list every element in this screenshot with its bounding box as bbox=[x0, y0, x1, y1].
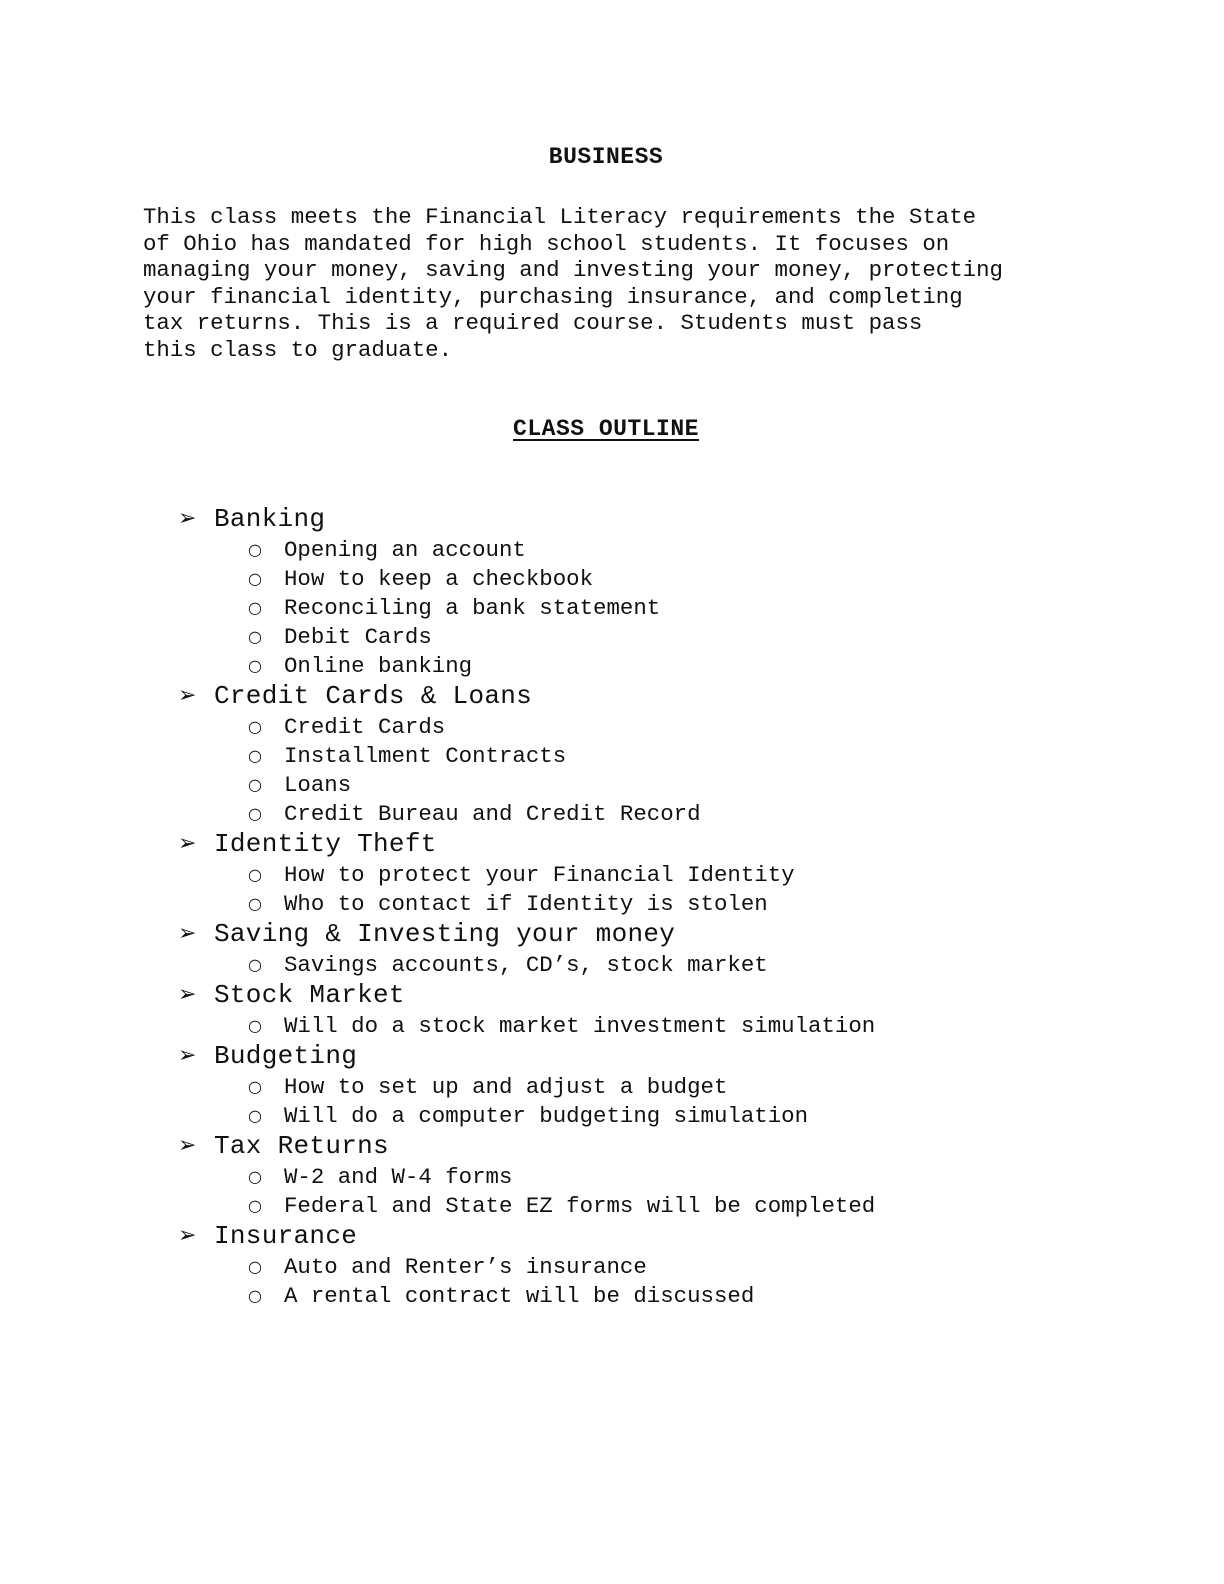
circle-bullet-icon: ○ bbox=[248, 954, 262, 974]
outline-subtopic-label: Debit Cards bbox=[284, 623, 432, 650]
circle-bullet-icon: ○ bbox=[248, 716, 262, 736]
circle-bullet-icon: ○ bbox=[248, 864, 262, 884]
outline-subtopic-list bbox=[178, 535, 875, 680]
outline-subtopic bbox=[248, 651, 875, 680]
outline-topic-label: Identity Theft bbox=[214, 829, 437, 859]
outline-subtopic-list bbox=[178, 1011, 875, 1040]
outline-subtopic bbox=[248, 1011, 875, 1040]
outline-topic-label: Insurance bbox=[214, 1221, 358, 1251]
intro-line: of Ohio has mandated for high school students. It focuses on bbox=[143, 230, 950, 257]
outline-subtopic-label: Will do a stock market investment simulation bbox=[284, 1012, 876, 1039]
outline-title: CLASS OUTLINE bbox=[513, 416, 699, 442]
outline-topic bbox=[178, 503, 875, 680]
intro-line: managing your money, saving and investing your money, protecting bbox=[143, 257, 1003, 283]
outline-subtopic-list bbox=[178, 712, 875, 828]
outline-subtopic bbox=[248, 1162, 875, 1191]
outline-topic bbox=[178, 979, 875, 1040]
outline-topic-label: Banking bbox=[214, 504, 326, 534]
outline-subtopic bbox=[248, 1072, 875, 1101]
circle-bullet-icon: ○ bbox=[248, 803, 262, 823]
outline-topic bbox=[178, 918, 875, 979]
outline-subtopic-label: How to keep a checkbook bbox=[284, 565, 594, 592]
arrow-bullet-icon: ➢ bbox=[178, 1133, 197, 1158]
outline-subtopic-list bbox=[178, 1252, 875, 1310]
outline-subtopic-label: Who to contact if Identity is stolen bbox=[284, 890, 768, 917]
outline-subtopic bbox=[248, 1101, 875, 1130]
intro-line: This class meets the Financial Literacy requirements the State bbox=[143, 204, 977, 230]
arrow-bullet-icon: ➢ bbox=[178, 982, 197, 1007]
circle-bullet-icon: ○ bbox=[248, 1256, 262, 1276]
outline-subtopic-label: Will do a computer budgeting simulation bbox=[284, 1102, 809, 1129]
outline-subtopic-label: Installment Contracts bbox=[284, 742, 567, 769]
outline-subtopic bbox=[248, 622, 875, 651]
outline-subtopic bbox=[248, 1191, 875, 1220]
outline-subtopic-label: Auto and Renter’s insurance bbox=[284, 1253, 647, 1280]
outline-subtopic bbox=[248, 1252, 875, 1281]
outline-topic-label: Credit Cards & Loans bbox=[214, 681, 533, 711]
outline-subtopic bbox=[248, 593, 875, 622]
class-outline-list bbox=[178, 503, 875, 1310]
outline-subtopic bbox=[248, 712, 875, 741]
circle-bullet-icon: ○ bbox=[248, 597, 262, 617]
outline-subtopic bbox=[248, 799, 875, 828]
outline-subtopic-label: Credit Cards bbox=[284, 713, 446, 740]
outline-topic bbox=[178, 1130, 875, 1220]
outline-subtopic-label: Credit Bureau and Credit Record bbox=[284, 800, 701, 827]
arrow-bullet-icon: ➢ bbox=[178, 1043, 197, 1068]
outline-subtopic-list bbox=[178, 860, 875, 918]
outline-subtopic bbox=[248, 741, 875, 770]
intro-line: tax returns. This is a required course. Students must pass bbox=[143, 310, 923, 336]
outline-subtopic bbox=[248, 889, 875, 918]
intro-line: your financial identity, purchasing insurance, and completing bbox=[143, 283, 963, 310]
circle-bullet-icon: ○ bbox=[248, 655, 262, 675]
outline-subtopic-label: A rental contract will be discussed bbox=[284, 1282, 755, 1309]
outline-topic-label: Stock Market bbox=[214, 980, 405, 1010]
outline-subtopic bbox=[248, 770, 875, 799]
circle-bullet-icon: ○ bbox=[248, 1195, 262, 1215]
outline-topic bbox=[178, 828, 875, 918]
circle-bullet-icon: ○ bbox=[248, 1076, 262, 1096]
page-title: BUSINESS bbox=[548, 144, 664, 170]
outline-subtopic-label: Online banking bbox=[284, 652, 473, 679]
arrow-bullet-icon: ➢ bbox=[178, 506, 197, 531]
outline-subtopic-label: Loans bbox=[284, 771, 352, 798]
circle-bullet-icon: ○ bbox=[248, 539, 262, 559]
circle-bullet-icon: ○ bbox=[248, 1015, 262, 1035]
circle-bullet-icon: ○ bbox=[248, 1105, 262, 1125]
outline-subtopic-label: Opening an account bbox=[284, 536, 526, 563]
outline-topic bbox=[178, 680, 875, 828]
outline-subtopic bbox=[248, 535, 875, 564]
arrow-bullet-icon: ➢ bbox=[178, 831, 197, 856]
intro-paragraph bbox=[143, 204, 1093, 363]
circle-bullet-icon: ○ bbox=[248, 568, 262, 588]
circle-bullet-icon: ○ bbox=[248, 774, 262, 794]
arrow-bullet-icon: ➢ bbox=[178, 1223, 197, 1248]
outline-subtopic-label: Reconciling a bank statement bbox=[284, 594, 661, 621]
outline-subtopic-label: Federal and State EZ forms will be completed bbox=[284, 1192, 876, 1219]
outline-subtopic-list bbox=[178, 950, 875, 979]
outline-topic-label: Saving & Investing your money bbox=[214, 919, 676, 949]
outline-subtopic bbox=[248, 564, 875, 593]
circle-bullet-icon: ○ bbox=[248, 1166, 262, 1186]
outline-subtopic bbox=[248, 950, 875, 979]
outline-subtopic-label: How to set up and adjust a budget bbox=[284, 1073, 728, 1100]
outline-topic-label: Budgeting bbox=[214, 1041, 358, 1071]
circle-bullet-icon: ○ bbox=[248, 893, 262, 913]
outline-subtopic-label: Savings accounts, CD’s, stock market bbox=[284, 951, 768, 978]
circle-bullet-icon: ○ bbox=[248, 1285, 262, 1305]
circle-bullet-icon: ○ bbox=[248, 626, 262, 646]
outline-subtopic-list bbox=[178, 1072, 875, 1130]
circle-bullet-icon: ○ bbox=[248, 745, 262, 765]
arrow-bullet-icon: ➢ bbox=[178, 921, 197, 946]
outline-subtopic-label: W-2 and W-4 forms bbox=[284, 1163, 513, 1190]
intro-line: this class to graduate. bbox=[143, 336, 453, 363]
outline-topic bbox=[178, 1220, 875, 1310]
outline-topic-label: Tax Returns bbox=[214, 1131, 389, 1161]
arrow-bullet-icon: ➢ bbox=[178, 683, 197, 708]
outline-subtopic-label: How to protect your Financial Identity bbox=[284, 861, 795, 888]
outline-subtopic bbox=[248, 860, 875, 889]
outline-topic bbox=[178, 1040, 875, 1130]
outline-subtopic bbox=[248, 1281, 875, 1310]
outline-subtopic-list bbox=[178, 1162, 875, 1220]
